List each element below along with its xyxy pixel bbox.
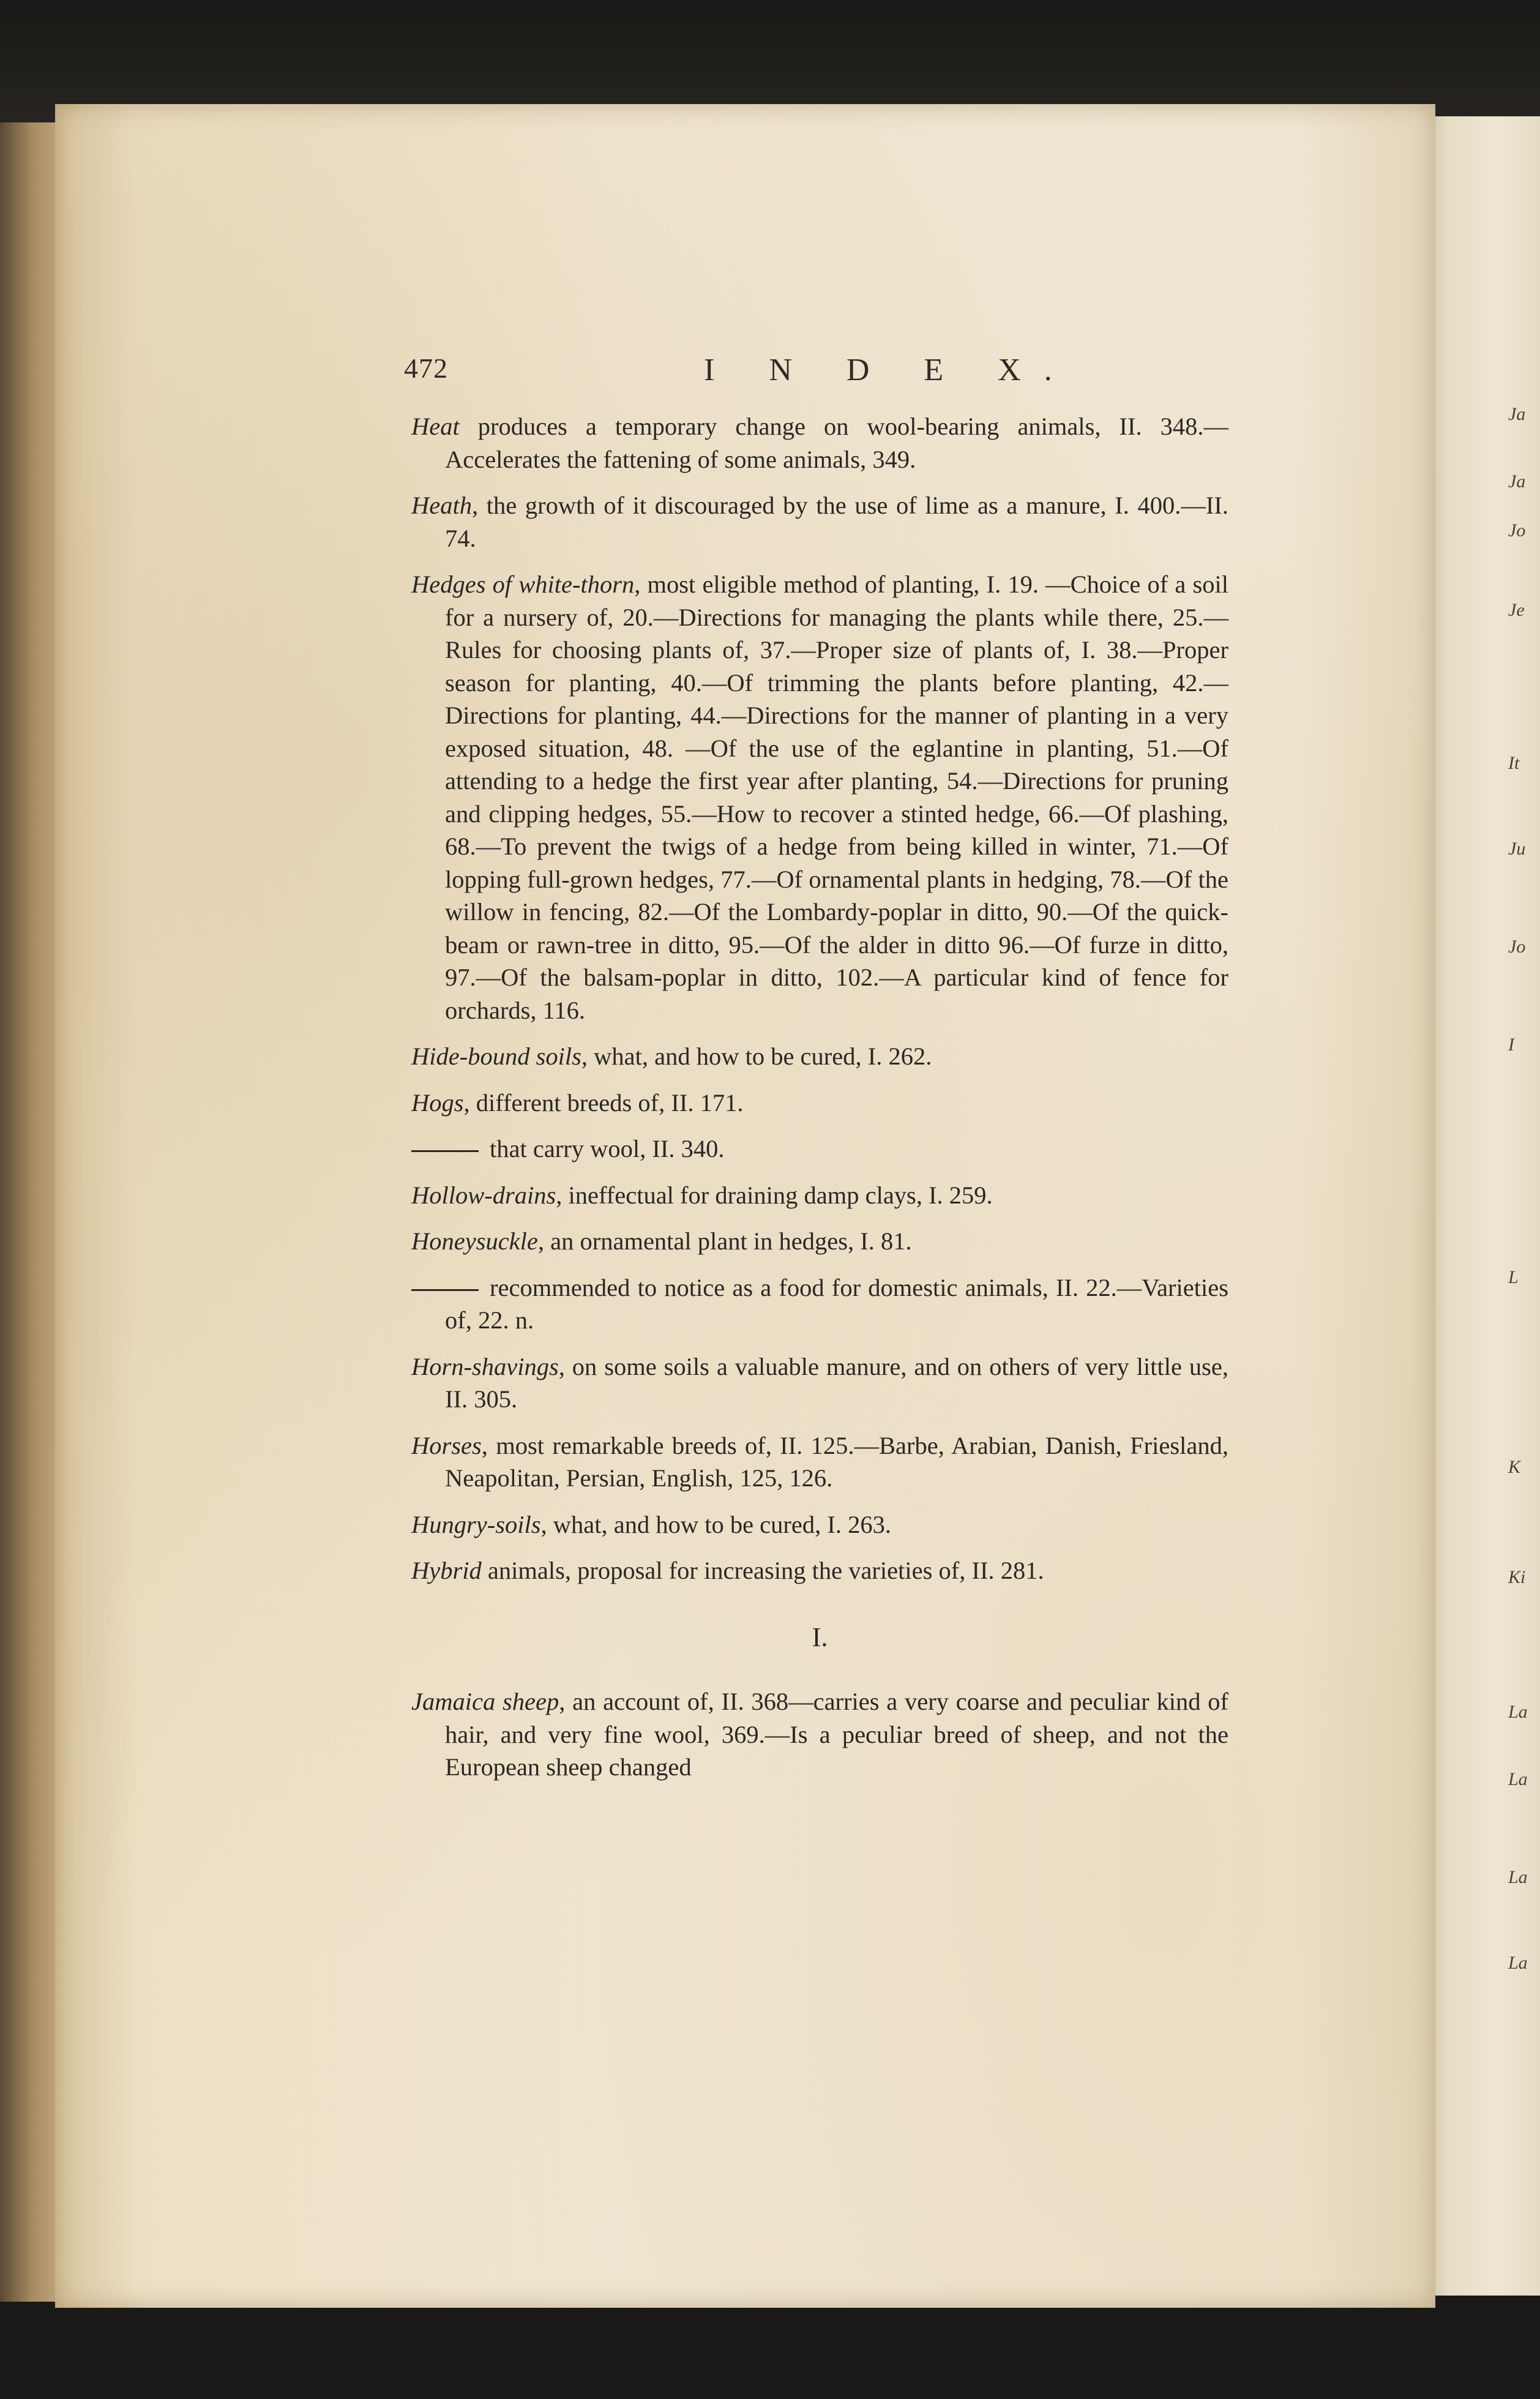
entry-term: Honeysuckle: [411, 1227, 538, 1255]
facing-fragment: Je: [1508, 600, 1525, 620]
index-entry: [411, 1087, 1228, 1120]
index-entry: [411, 410, 1228, 476]
facing-fragment: Jo: [1508, 937, 1526, 957]
entry-term: Heath: [411, 492, 472, 519]
index-entry: [411, 1132, 1228, 1166]
entry-term: Hybrid: [411, 1557, 482, 1584]
entry-text: , what, and how to be cured, I. 263.: [540, 1510, 891, 1538]
index-entry: [411, 568, 1228, 1027]
facing-fragment: K: [1508, 1457, 1521, 1477]
facing-fragment: Jo: [1508, 520, 1526, 541]
facing-fragment: Ja: [1508, 471, 1526, 492]
index-entry: [411, 1685, 1228, 1784]
entry-text: recommended to notice as a food for domestic animals, II. 22.—Varieties of, 22. n.: [445, 1273, 1228, 1334]
index-entry: [411, 489, 1228, 555]
facing-fragment: Ja: [1508, 404, 1526, 424]
index-entry: [411, 1225, 1228, 1258]
entry-text: , the growth of it discouraged by the use of lime as a manure, I. 400.—II. 74.: [445, 492, 1228, 552]
page-number: 472: [404, 353, 448, 384]
entry-term: Hide-bound soils: [411, 1042, 581, 1070]
running-header: [404, 352, 1261, 395]
entry-text: , most remarkable breeds of, II. 125.—Barbe, Arabian, Danish, Friesland, Neapolitan, Persian, English, 125, 126.: [445, 1431, 1228, 1492]
index-entry: [411, 1179, 1228, 1212]
entry-text: , different breeds of, II. 171.: [463, 1088, 744, 1117]
entry-text: , what, and how to be cured, I. 262.: [581, 1042, 932, 1070]
entry-text: , an ornamental plant in hedges, I. 81.: [537, 1227, 912, 1255]
entry-term: Horses: [411, 1431, 482, 1459]
entry-text: , ineffectual for draining damp clays, I. 259.: [556, 1181, 993, 1209]
facing-fragment: La: [1508, 1867, 1528, 1887]
entry-term: Hungry-soils: [411, 1510, 541, 1538]
facing-fragment: I: [1508, 1035, 1514, 1055]
index-entry: [411, 1508, 1228, 1541]
index-body: [411, 410, 1228, 1797]
ditto-dash: [411, 1150, 479, 1152]
entry-term: Hogs: [411, 1088, 464, 1117]
entry-term: Jamaica sheep: [411, 1688, 559, 1715]
entry-text: produces a temporary change on wool-bearing animals, II. 348.—Accelerates the fattening of some animals, 349.: [445, 413, 1228, 473]
facing-fragment: La: [1508, 1953, 1528, 1973]
entry-text: , most eligible method of planting, I. 19. —Choice of a soil for a nursery of, 20.—Directions for managing the plants while there, 25.—Rules for choosing plants of, 37.—Proper size of plants of, I. 38.—Proper season for planting, 40.—Of trimming the plants before planting, 42.—Directions for planting, 44.—Directions for the manner of planting in a very exposed situation, 48. —Of the use of the eglantine in planting, 51.—Of attending to a hedge the first year after planting, 54.—Directions for pruning and clipping hedges, 55.—How to recover a stinted hedge, 66.—Of plashing, 68.—To prevent the twigs of a hedge from being killed in winter, 71.—Of lopping full-grown hedges, 77.—Of ornamental plants in hedging, 78.—Of the willow in fencing, 82.—Of the Lombardy-poplar in ditto, 90.—Of the quick-beam or rawn-tree in ditto, 95.—Of the alder in ditto 96.—Of furze in ditto, 97.—Of the balsam-poplar in ditto, 102.—A particular kind of fence for orchards, 116.: [445, 571, 1228, 1024]
entry-text: , an account of, II. 368—carries a very coarse and peculiar kind of hair, and very fine wool, 369.—Is a peculiar breed of sheep, and not the European sheep changed: [445, 1688, 1228, 1781]
entry-text: that carry wool, II. 340.: [490, 1135, 725, 1162]
entry-text: , on some soils a valuable manure, and on others of very little use, II. 305.: [445, 1352, 1228, 1413]
section-heading: I.: [812, 1622, 828, 1652]
facing-fragment: Ju: [1508, 839, 1526, 859]
facing-page: [1420, 116, 1540, 2296]
facing-fragment: L: [1508, 1267, 1519, 1287]
entry-term: Horn-shavings: [411, 1352, 559, 1380]
ditto-dash: [411, 1289, 479, 1291]
index-entry: [411, 1350, 1228, 1416]
facing-fragment: La: [1508, 1702, 1528, 1722]
page-title: I N D E X.: [704, 353, 1075, 387]
entry-text: animals, proposal for increasing the varieties of, II. 281.: [481, 1557, 1044, 1584]
facing-fragment: It: [1508, 753, 1520, 773]
facing-fragment: La: [1508, 1769, 1528, 1789]
index-entry: [411, 1271, 1228, 1337]
entry-term: Hollow-drains: [411, 1181, 556, 1209]
index-entry: [411, 1429, 1228, 1495]
entry-term: Heat: [411, 413, 460, 440]
index-entry: [411, 1040, 1228, 1073]
index-entry: [411, 1554, 1228, 1587]
facing-fragment: Ki: [1508, 1567, 1526, 1587]
entry-term: Hedges of white-thorn: [411, 571, 635, 598]
